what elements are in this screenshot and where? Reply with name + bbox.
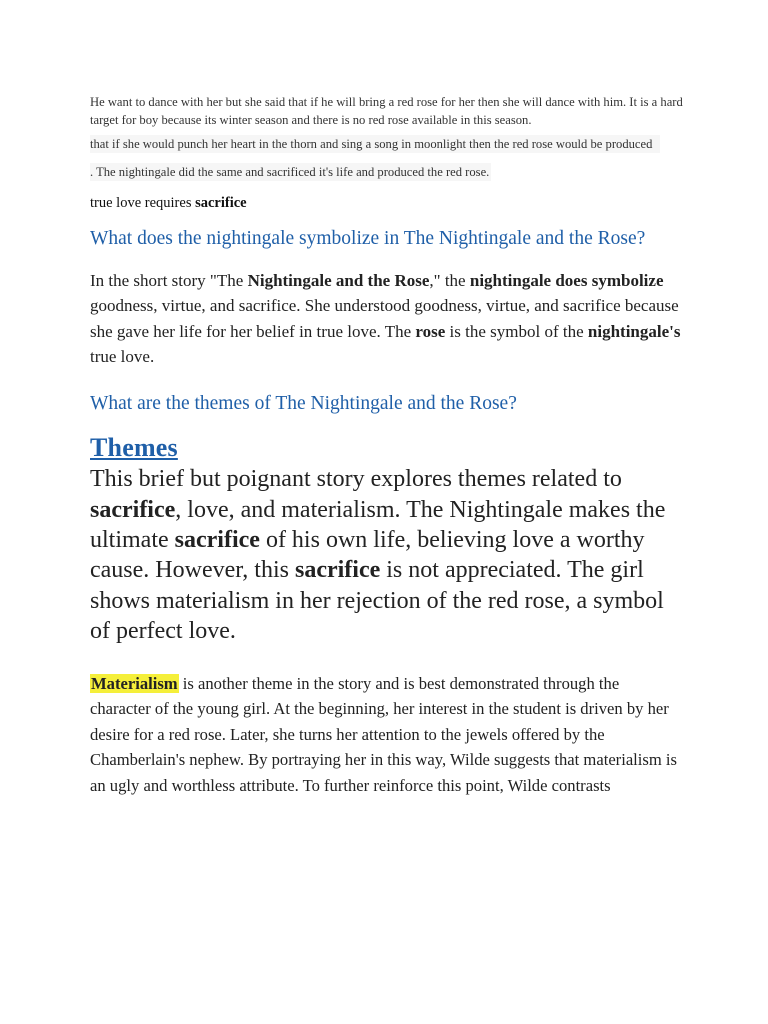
takeaway-bold: sacrifice xyxy=(195,195,247,211)
answer-bold: nightingale does symbolize xyxy=(469,271,664,290)
themes-heading: Themes xyxy=(90,433,178,463)
themes-body xyxy=(90,464,670,646)
takeaway-line xyxy=(90,193,690,213)
materialism-paragraph xyxy=(90,671,680,799)
themes-text: is not appreciated. The girl shows materialism in her rejection of the red rose, a symbol of perfect love. xyxy=(90,557,664,645)
themes-bold: sacrifice xyxy=(174,527,260,553)
document-page xyxy=(90,93,690,798)
story-snippet-2: that if she would punch her heart in the thorn and sing a song in moonlight then the red rose would be produced xyxy=(90,135,660,153)
materialism-highlight: Materialism xyxy=(91,673,178,693)
answer-bold: Nightingale and the Rose xyxy=(247,271,430,290)
answer-text: In the short story "The xyxy=(90,271,248,290)
story-snippet-1: He want to dance with her but she said that if he will bring a red rose for her then she will dance with him. It is a hard target for boy because its winter season and there is no red rose available in this season. xyxy=(90,95,683,127)
themes-bold: sacrifice xyxy=(294,557,381,584)
answer-text: goodness, virtue, and sacrifice. She understood goodness, virtue, and sacrifice because she gave her life for her belief in true love. The xyxy=(90,296,679,341)
themes-text: of his own life, believing love a worthy cause. However, this xyxy=(90,527,645,584)
answer-bold: rose xyxy=(415,321,446,341)
themes-text: , love, and materialism. The Nightingale makes the ultimate xyxy=(90,496,666,553)
story-snippet-3: . The nightingale did the same and sacrificed it's life and produced the red rose. xyxy=(90,165,490,179)
takeaway-prefix: true love requires xyxy=(90,195,196,211)
answer-text: ," the xyxy=(429,271,470,290)
question-heading-symbolize: What does the nightingale symbolize in The Nightingale and the Rose? xyxy=(90,228,646,249)
symbolize-answer xyxy=(90,268,690,369)
materialism-text: is another theme in the story and is best demonstrated through the character of the young girl. At the beginning, her interest in the student is driven by her desire for a red rose. Later, she turns her attention to the jewels offered by the Chamberlain's nephew. By portraying her in this way, Wilde suggests that materialism is an ugly and worthless attribute. To further reinforce this point, Wilde contrasts xyxy=(90,673,677,795)
answer-bold: nightingale's xyxy=(587,321,681,341)
themes-bold: sacrifice xyxy=(90,496,176,523)
question-heading-themes: What are the themes of The Nightingale and the Rose? xyxy=(90,393,517,415)
themes-text: This brief but poignant story explores themes related to xyxy=(90,466,622,493)
answer-text: true love. xyxy=(90,346,155,366)
answer-text: is the symbol of the xyxy=(445,321,588,341)
